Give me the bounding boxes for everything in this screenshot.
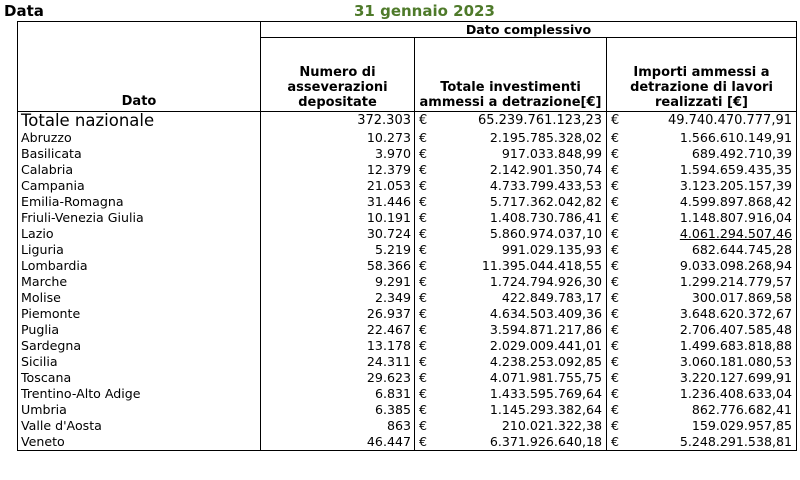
works-cell: 1.148.807.916,04 [629, 210, 797, 226]
currency-symbol: € [607, 402, 629, 418]
count-cell: 6.385 [261, 402, 415, 418]
currency-symbol: € [607, 290, 629, 306]
invest-cell: 991.029.135,93 [501, 242, 602, 257]
currency-symbol: € [415, 162, 437, 178]
count-cell: 29.623 [261, 370, 415, 386]
region-name: Liguria [18, 242, 261, 258]
currency-symbol: € [415, 402, 437, 418]
count-cell: 10.273 [261, 130, 415, 146]
currency-symbol: € [415, 418, 437, 434]
invest-cell: 65.239.761.123,23 [437, 112, 607, 131]
invest-cell: 210.021.322,38 [501, 418, 602, 433]
count-cell: 46.447 [261, 434, 415, 451]
works-cell: 3.648.620.372,67 [629, 306, 797, 322]
count-cell: 31.446 [261, 194, 415, 210]
table-row [18, 178, 797, 194]
region-name: Puglia [18, 322, 261, 338]
count-cell: 2.349 [261, 290, 415, 306]
invest-cell: 1.433.595.769,64 [489, 386, 602, 401]
table-row [18, 242, 797, 258]
column-header-works: Importi ammessi a detrazione di lavori realizzati [€] [607, 38, 797, 112]
column-header-count: Numero di asseverazioni depositate [261, 38, 415, 112]
table-row [18, 386, 797, 402]
currency-symbol: € [415, 178, 437, 194]
works-cell: 300.017.869,58 [629, 290, 797, 306]
table-row [18, 306, 797, 322]
works-cell: 682.644.745,28 [629, 242, 797, 258]
currency-symbol: € [607, 112, 629, 131]
currency-symbol: € [607, 258, 629, 274]
table-row [18, 194, 797, 210]
currency-symbol: € [607, 306, 629, 322]
currency-symbol: € [415, 386, 437, 402]
table-row [18, 370, 797, 386]
currency-symbol: € [607, 386, 629, 402]
group-header: Dato complessivo [261, 22, 797, 38]
currency-symbol: € [607, 242, 629, 258]
region-name: Abruzzo [18, 130, 261, 146]
currency-symbol: € [607, 274, 629, 290]
count-cell: 863 [261, 418, 415, 434]
invest-cell: 2.142.901.350,74 [489, 162, 602, 177]
invest-cell: 11.395.044.418,55 [481, 258, 602, 273]
currency-symbol: € [415, 112, 437, 131]
data-table [17, 21, 797, 451]
invest-cell: 4.238.253.092,85 [489, 354, 602, 369]
invest-cell: 1.724.794.926,30 [489, 274, 602, 289]
invest-cell: 4.071.981.755,75 [489, 370, 602, 385]
table-body [18, 112, 797, 451]
table-row [18, 258, 797, 274]
invest-cell: 3.594.871.217,86 [489, 322, 602, 337]
invest-cell: 917.033.848,99 [501, 146, 602, 161]
currency-symbol: € [607, 210, 629, 226]
table-row [18, 162, 797, 178]
works-cell: 159.029.957,85 [629, 418, 797, 434]
count-cell: 24.311 [261, 354, 415, 370]
currency-symbol: € [607, 354, 629, 370]
count-cell: 12.379 [261, 162, 415, 178]
currency-symbol: € [415, 306, 437, 322]
invest-cell: 2.195.785.328,02 [489, 130, 602, 145]
currency-symbol: € [607, 418, 629, 434]
currency-symbol: € [415, 130, 437, 146]
region-name: Umbria [18, 402, 261, 418]
count-cell: 6.831 [261, 386, 415, 402]
currency-symbol: € [415, 210, 437, 226]
table-row [18, 210, 797, 226]
region-name: Emilia-Romagna [18, 194, 261, 210]
works-cell: 49.740.470.777,91 [629, 112, 797, 131]
currency-symbol: € [415, 146, 437, 162]
works-cell: 1.594.659.435,35 [629, 162, 797, 178]
count-cell: 10.191 [261, 210, 415, 226]
currency-symbol: € [415, 226, 437, 242]
table-row [18, 226, 797, 242]
count-cell: 9.291 [261, 274, 415, 290]
count-cell: 372.303 [261, 112, 415, 131]
region-name: Sardegna [18, 338, 261, 354]
works-cell: 2.706.407.585,48 [629, 322, 797, 338]
works-cell: 1.236.408.633,04 [629, 386, 797, 402]
currency-symbol: € [607, 322, 629, 338]
currency-symbol: € [415, 242, 437, 258]
table-row [18, 338, 797, 354]
count-cell: 22.467 [261, 322, 415, 338]
currency-symbol: € [607, 434, 629, 451]
region-name: Marche [18, 274, 261, 290]
table-row [18, 434, 797, 451]
region-name: Molise [18, 290, 261, 306]
table-row [18, 418, 797, 434]
currency-symbol: € [607, 162, 629, 178]
table-row [18, 146, 797, 162]
works-cell: 1.499.683.818,88 [629, 338, 797, 354]
currency-symbol: € [415, 322, 437, 338]
invest-cell: 2.029.009.441,01 [489, 338, 602, 353]
currency-symbol: € [415, 354, 437, 370]
works-cell: 3.060.181.080,53 [629, 354, 797, 370]
count-cell: 21.053 [261, 178, 415, 194]
count-cell: 26.937 [261, 306, 415, 322]
region-name: Sicilia [18, 354, 261, 370]
invest-cell: 1.145.293.382,64 [489, 402, 602, 417]
works-cell: 3.123.205.157,39 [629, 178, 797, 194]
header-date: 31 gennaio 2023 [354, 2, 495, 20]
table-row [18, 322, 797, 338]
works-cell: 1.299.214.779,57 [629, 274, 797, 290]
works-cell: 3.220.127.699,91 [629, 370, 797, 386]
works-cell: 1.566.610.149,91 [629, 130, 797, 146]
invest-cell: 4.634.503.409,36 [489, 306, 602, 321]
region-name: Totale nazionale [18, 112, 261, 131]
count-cell: 5.219 [261, 242, 415, 258]
currency-symbol: € [607, 146, 629, 162]
table-row [18, 290, 797, 306]
invest-cell: 1.408.730.786,41 [489, 210, 602, 225]
works-cell: 9.033.098.268,94 [629, 258, 797, 274]
region-name: Piemonte [18, 306, 261, 322]
currency-symbol: € [415, 274, 437, 290]
currency-symbol: € [415, 290, 437, 306]
count-cell: 58.366 [261, 258, 415, 274]
works-cell: 4.061.294.507,46 [629, 226, 797, 242]
currency-symbol: € [607, 130, 629, 146]
invest-cell: 422.849.783,17 [501, 290, 602, 305]
currency-symbol: € [415, 258, 437, 274]
table-row [18, 274, 797, 290]
works-cell: 5.248.291.538,81 [629, 434, 797, 451]
region-name: Calabria [18, 162, 261, 178]
region-name: Basilicata [18, 146, 261, 162]
region-name: Veneto [18, 434, 261, 451]
header-label: Data [4, 2, 44, 20]
region-name: Friuli-Venezia Giulia [18, 210, 261, 226]
works-cell: 689.492.710,39 [629, 146, 797, 162]
count-cell: 13.178 [261, 338, 415, 354]
row-header: Dato [18, 22, 261, 112]
column-header-invest: Totale investimenti ammessi a detrazione[€] [415, 38, 607, 112]
total-row [18, 112, 797, 131]
invest-cell: 5.717.362.042,82 [489, 194, 602, 209]
currency-symbol: € [607, 226, 629, 242]
table-row [18, 354, 797, 370]
table-row [18, 402, 797, 418]
currency-symbol: € [415, 194, 437, 210]
currency-symbol: € [607, 338, 629, 354]
region-name: Campania [18, 178, 261, 194]
invest-cell: 6.371.926.640,18 [437, 434, 607, 451]
currency-symbol: € [607, 194, 629, 210]
region-name: Toscana [18, 370, 261, 386]
count-cell: 3.970 [261, 146, 415, 162]
invest-cell: 4.733.799.433,53 [489, 178, 602, 193]
table-row [18, 130, 797, 146]
currency-symbol: € [607, 178, 629, 194]
currency-symbol: € [415, 370, 437, 386]
region-name: Trentino-Alto Adige [18, 386, 261, 402]
works-cell: 4.599.897.868,42 [629, 194, 797, 210]
region-name: Valle d'Aosta [18, 418, 261, 434]
region-name: Lombardia [18, 258, 261, 274]
currency-symbol: € [415, 434, 437, 451]
invest-cell: 5.860.974.037,10 [489, 226, 602, 241]
count-cell: 30.724 [261, 226, 415, 242]
currency-symbol: € [415, 338, 437, 354]
works-cell: 862.776.682,41 [629, 402, 797, 418]
currency-symbol: € [607, 370, 629, 386]
region-name: Lazio [18, 226, 261, 242]
